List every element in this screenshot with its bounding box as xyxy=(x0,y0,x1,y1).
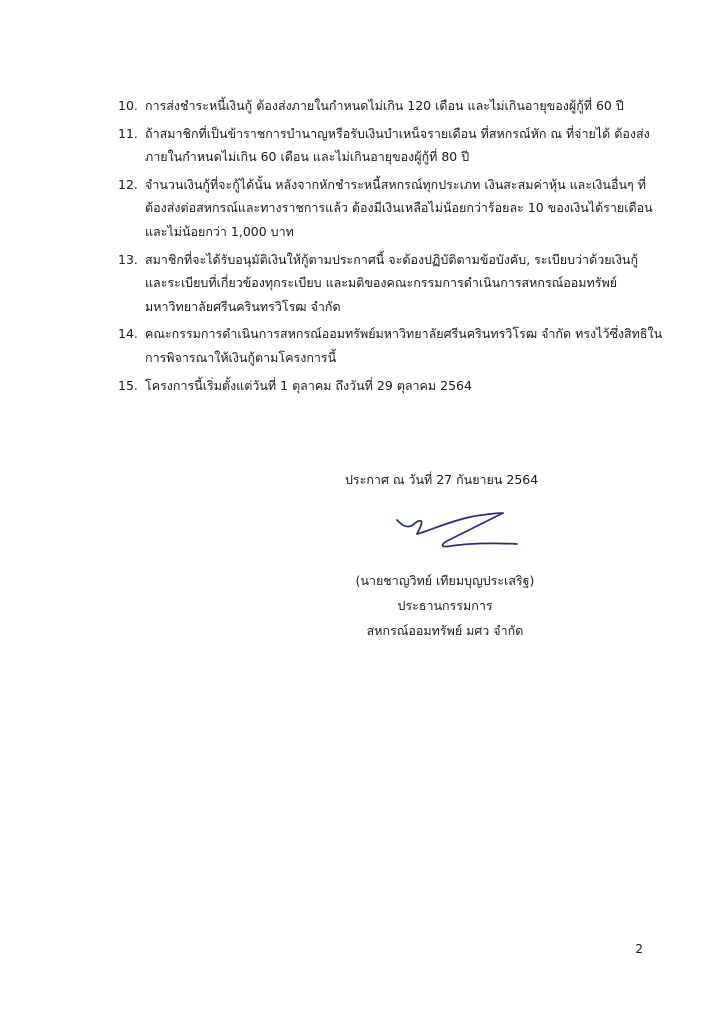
condition-item-12 xyxy=(118,173,658,244)
condition-item-13 xyxy=(118,248,658,319)
item-text-line: มหาวิทยาลัยศรีนครินทรวิโรฒ จำกัด xyxy=(145,298,341,314)
page-number: 2 xyxy=(635,942,643,956)
signer-block xyxy=(300,568,590,643)
item-number: 15. xyxy=(118,377,138,393)
item-number: 13. xyxy=(118,251,138,267)
item-number: 14. xyxy=(118,326,138,342)
signer-name: (นายชาญวิทย์ เทียมบุญประเสริฐ) xyxy=(355,573,535,588)
signer-organization: สหกรณ์ออมทรัพย์ มศว จำกัด xyxy=(366,623,524,638)
item-text-line: ถ้าสมาชิกที่เป็นข้าราชการบำนาญหรือรับเงินบำเหน็จรายเดือน ที่สหกรณ์หัก ณ ที่จ่ายได้ ต้องส่ง xyxy=(145,125,650,141)
condition-item-14 xyxy=(118,322,663,369)
item-text-line: การส่งชำระหนี้เงินกู้ ต้องส่งภายในกำหนดไม่เกิน 120 เดือน และไม่เกินอายุของผู้กู้ที่ 60 ปี xyxy=(145,98,624,113)
item-number: 12. xyxy=(118,176,138,192)
item-text-line: จำนวนเงินกู้ที่จะกู้ได้นั้น หลังจากหักชำระหนี้สหกรณ์ทุกประเภท เงินสะสมค่าหุ้น และเงินอื่นๆ ที่ xyxy=(145,176,646,192)
item-text-line: คณะกรรมการดำเนินการสหกรณ์ออมทรัพย์มหาวิทยาลัยศรีนครินทรวิโรฒ จำกัด ทรงไว้ซึ่งสิทธิใน xyxy=(145,326,663,342)
item-number: 11. xyxy=(118,125,138,141)
item-text-line: สมาชิกที่จะได้รับอนุมัติเงินให้กู้ตามประกาศนี้ จะต้องปฏิบัติตามข้อบังคับ, ระเบียบว่าด้วยเงินกู้ xyxy=(145,251,639,267)
condition-item-15 xyxy=(118,374,658,398)
condition-item-10 xyxy=(118,94,658,118)
conditions-list xyxy=(118,94,663,401)
announcement-date: ประกาศ ณ วันที่ 27 กันยายน 2564 xyxy=(345,472,539,487)
signer-position: ประธานกรรมการ xyxy=(397,598,493,613)
item-text-line: การพิจารณาให้เงินกู้ตามโครงการนี้ xyxy=(145,349,337,365)
item-number: 10. xyxy=(118,98,138,113)
item-text-line: และระเบียบที่เกี่ยวข้องทุกระเบียบ และมติของคณะกรรมการดำเนินการสหกรณ์ออมทรัพย์ xyxy=(145,275,618,291)
item-text-line: ต้องส่งต่อสหกรณ์และทางราชการแล้ว ต้องมีเงินเหลือไม่น้อยกว่าร้อยละ 10 ของเงินได้รายเดือน xyxy=(145,200,653,216)
item-text-line: โครงการนี้เริ่มตั้งแต่วันที่ 1 ตุลาคม ถึงวันที่ 29 ตุลาคม 2564 xyxy=(145,377,472,393)
condition-item-11 xyxy=(118,122,658,169)
item-text-line: ภายในกำหนดไม่เกิน 60 เดือน และไม่เกินอายุของผู้กู้ที่ 80 ปี xyxy=(145,149,470,165)
signature-image xyxy=(393,510,521,552)
item-text-line: และไม่น้อยกว่า 1,000 บาท xyxy=(145,223,294,239)
